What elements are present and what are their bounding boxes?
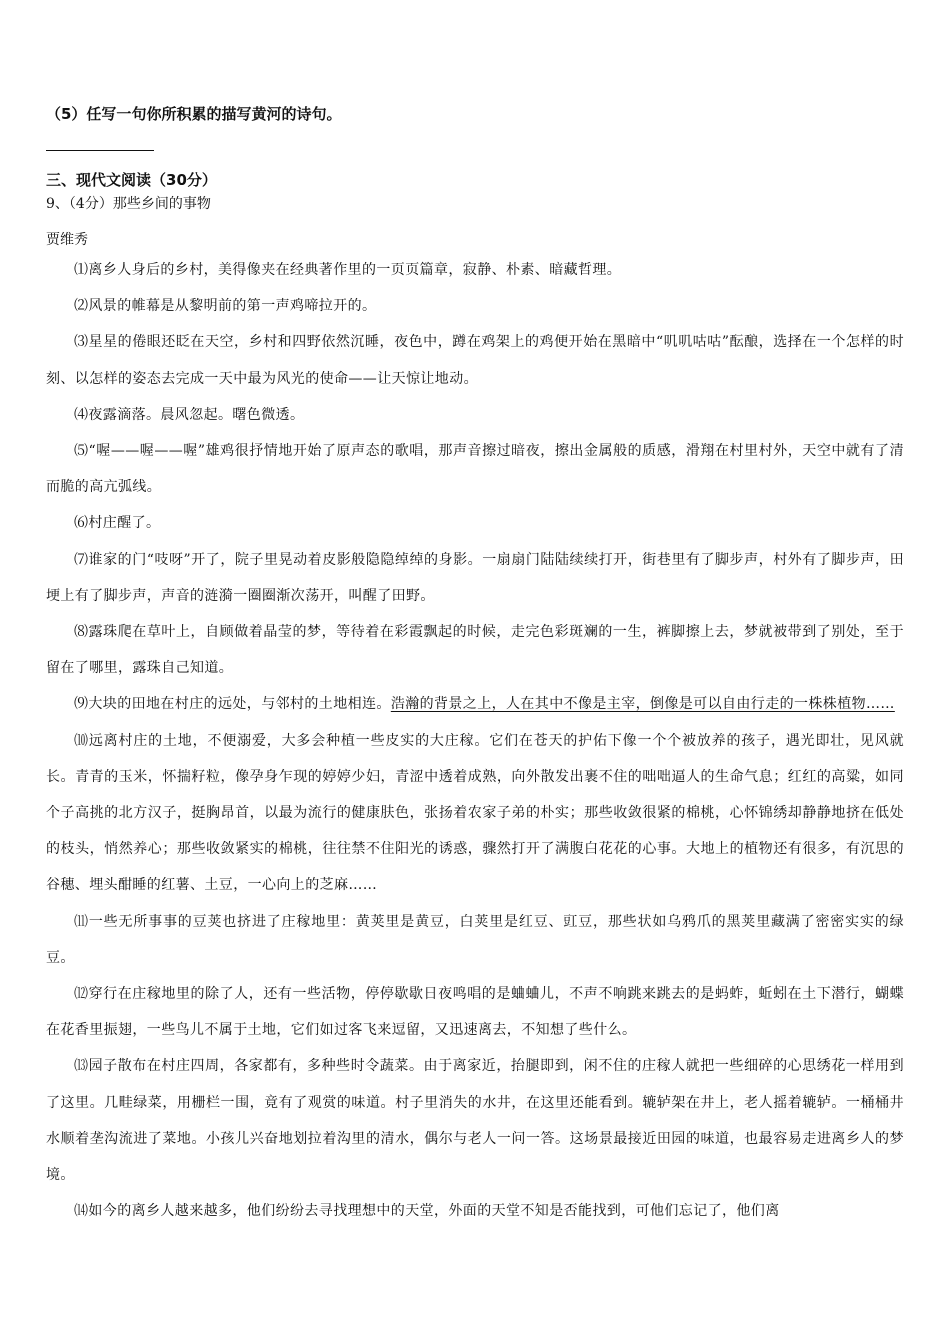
paragraph-14-text: ⒁如今的离乡人越来越多，他们纷纷去寻找理想中的天堂，外面的天堂不知是否能找到，可他们忘记了，他们离 [74, 1203, 780, 1220]
article-author: 贾维秀 [46, 232, 88, 248]
article-body [46, 252, 904, 1229]
paragraph-5 [46, 433, 904, 505]
paragraph-5-text: ⑸“喔——喔——喔”雄鸡很抒情地开始了原声态的歌唱，那声音擦过暗夜，擦出金属般的质感，滑翔在村里村外，天空中就有了清而脆的高亢弧线。 [46, 443, 904, 496]
paragraph-12 [46, 976, 904, 1048]
paragraph-13 [46, 1048, 904, 1193]
paragraph-6 [46, 505, 904, 541]
paragraph-9-text: ⑼大块的田地在村庄的远处，与邻村的土地相连。 [74, 696, 391, 713]
paragraph-13-text: ⒀园子散布在村庄四周，各家都有，多种些时令蔬菜。由于离家近，抬腿即到，闲不住的庄稼人就把一些细碎的心思绣花一样用到了这里。几畦绿菜，用栅栏一围，竟有了观赏的味道。村子里消失的水井，在这里还能看到。辘轳架在井上，老人摇着辘轳。一桶桶井水顺着垄沟流进了菜地。小孩儿兴奋地划拉着沟里的清水，偶尔与老人一问一答。这场景最接近田园的味道，也最容易走进离乡人的梦境。 [46, 1058, 904, 1184]
paragraph-2 [46, 288, 904, 324]
paragraph-14 [46, 1193, 904, 1229]
section-title: 三、现代文阅读（30分） [46, 171, 217, 189]
paragraph-1 [46, 252, 904, 288]
paragraph-9-underlined-text: 浩瀚的背景之上，人在其中不像是主宰，倒像是可以自由行走的一株株植物…… [390, 696, 895, 713]
paragraph-11 [46, 904, 904, 976]
paragraph-7 [46, 542, 904, 614]
paragraph-11-text: ⑾一些无所事事的豆荚也挤进了庄稼地里：黄荚里是黄豆，白荚里是红豆、豇豆，那些状如乌鸦爪的黑荚里藏满了密密实实的绿豆。 [46, 913, 904, 966]
paragraph-3-text: ⑶星星的倦眼还眨在天空，乡村和四野依然沉睡，夜色中，蹲在鸡架上的鸡便开始在黑暗中“叽叽咕咕”酝酿，选择在一个怎样的时刻、以怎样的姿态去完成一天中最为风光的使命——让天惊让地动。 [46, 334, 904, 387]
paragraph-4-text: ⑷夜露滴落。晨风忽起。曙色微透。 [74, 406, 305, 423]
paragraph-10-text: ⑽远离村庄的土地，不便溺爱，大多会种植一些皮实的大庄稼。它们在苍天的护佑下像一个个被放养的孩子，遇光即壮，见风就长。青青的玉米，怀揣籽粒，像孕身乍现的婷婷少妇，青涩中透着成熟，向外散发出裹不住的咄咄逼人的生命气息；红红的高粱，如同个子高挑的北方汉子，挺胸昂首，以最为流行的健康肤色，张扬着农家子弟的朴实；那些收敛很紧的棉桃，心怀锦绣却静静地挤在低处的枝头，悄然养心；那些收敛紧实的棉桃，往往禁不住阳光的诱惑，骤然打开了满腹白花花的心事。大地上的植物还有很多，有沉思的谷穗、埋头酣睡的红薯、土豆，一心向上的芝麻…… [46, 732, 904, 894]
paragraph-10 [46, 723, 904, 904]
paragraph-3 [46, 324, 904, 396]
paragraph-9 [46, 686, 904, 722]
paragraph-8 [46, 614, 904, 686]
paragraph-6-text: ⑹村庄醒了。 [74, 515, 161, 532]
paragraph-8-text: ⑻露珠爬在草叶上，自顾做着晶莹的梦，等待着在彩霞飘起的时候，走完色彩斑斓的一生，裤脚擦上去，梦就被带到了别处，至于留在了哪里，露珠自己知道。 [46, 624, 904, 677]
paragraph-2-text: ⑵风景的帷幕是从黎明前的第一声鸡啼拉开的。 [74, 298, 377, 315]
question-5: （5）任写一句你所积累的描写黄河的诗句。 [46, 105, 342, 123]
question-9-title: 9、（4分）那些乡间的事物 [46, 196, 211, 212]
paragraph-12-text: ⑿穿行在庄稼地里的除了人，还有一些活物，停停歇歇日夜鸣唱的是蛐蛐儿，不声不响跳来跳去的是蚂蚱，蚯蚓在土下潜行，蝴蝶在花香里振翅，一些鸟儿不属于土地，它们如过客飞来逗留，又迅速离去，不知想了些什么。 [46, 986, 904, 1039]
paragraph-7-text: ⑺谁家的门“吱呀”开了，院子里晃动着皮影般隐隐绰绰的身影。一扇扇门陆陆续续打开，街巷里有了脚步声，村外有了脚步声，田埂上有了脚步声，声音的涟漪一圈圈渐次荡开，叫醒了田野。 [46, 551, 904, 604]
paragraph-1-text: ⑴离乡人身后的乡村，美得像夹在经典著作里的一页页篇章，寂静、朴素、暗藏哲理。 [74, 262, 622, 278]
paragraph-4 [46, 397, 904, 433]
answer-blank-line [46, 150, 154, 151]
